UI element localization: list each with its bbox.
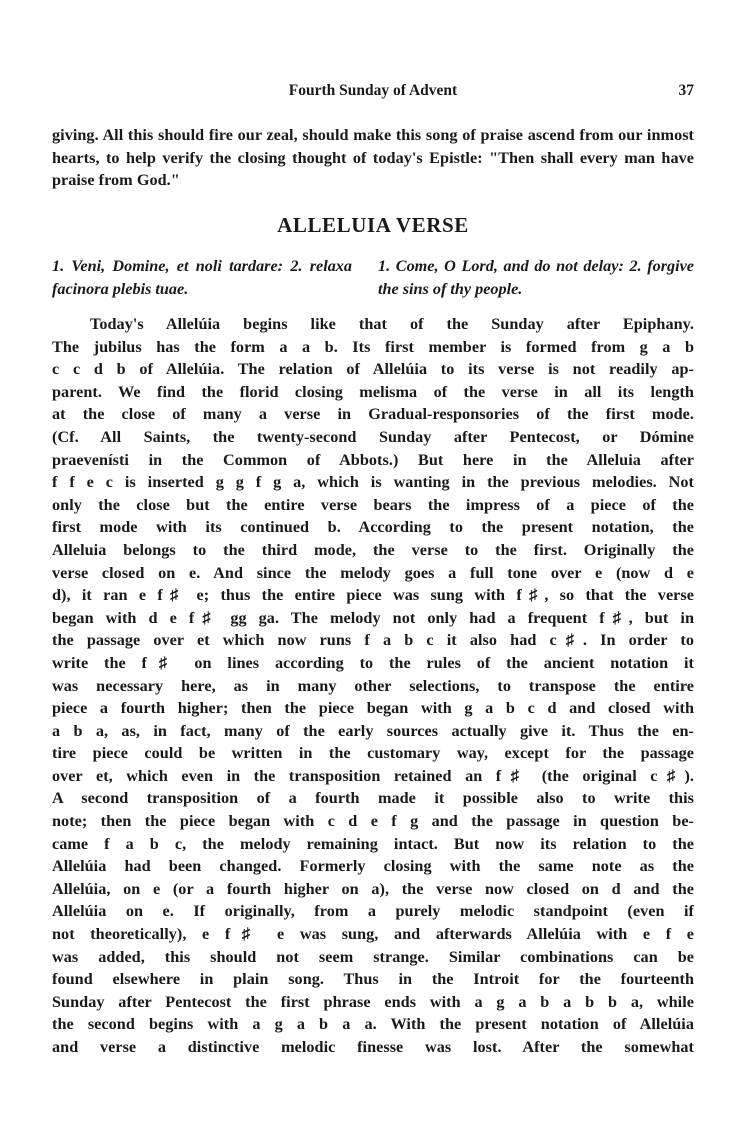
commentary-line: tire piece could be written in the customary way, except for the passage (52, 744, 694, 763)
commentary-line: Alleluia belongs to the third mode, the verse to the first. Originally the (52, 540, 694, 559)
commentary-line: the second begins with a g a b a a. With the present notation of Allelúia (52, 1015, 694, 1034)
running-title: Fourth Sunday of Advent (288, 82, 458, 99)
intro-paragraph: giving. All this should fire our zeal, should make this song of praise ascend from our inmost hearts, to help verify the closing thought of today's Epistle: "Then shall every man have praise from God." (52, 126, 694, 190)
running-head (52, 82, 694, 104)
commentary-line: came f a b c, the melody remaining intact. But now its relation to the (52, 834, 694, 853)
commentary-line: verse closed on e. And since the melody goes a full tone over e (now d e (52, 563, 694, 582)
commentary-line: a b a, as, in fact, many of the early sources actually give it. Thus the en- (52, 721, 694, 740)
commentary-line: not theoretically), e f♯ e was sung, and afterwards Allelúia with e f e (52, 925, 694, 944)
commentary-line: over et, which even in the transposition retained an f♯ (the original c♯). (52, 766, 694, 785)
latin-verse: 1. Veni, Domine, et noli tardare: 2. relaxa facinora plebis tuae. (52, 257, 352, 298)
commentary-line: (Cf. All Saints, the twenty-second Sunday after Pentecost, or Dómine (52, 427, 694, 446)
verse-columns (52, 255, 694, 301)
commentary-line: first mode with its continued b. According to the present notation, the (52, 518, 694, 537)
section-heading: ALLELUIA VERSE (277, 213, 469, 237)
commentary-line: the passage over et which now runs f a b c it also had c♯. In order to (52, 631, 694, 650)
page-number: 37 (678, 82, 694, 99)
commentary-line: c c d b of Allelúia. The relation of Allelúia to its verse is not readily ap- (52, 360, 694, 379)
commentary-line: at the close of many a verse in Gradual-responsories of the first mode. (52, 405, 694, 424)
commentary-line: f f e c is inserted g g f g a, which is wanting in the previous melodies. Not (52, 473, 694, 492)
commentary-line: piece a fourth higher; then the piece began with g a b c d and closed with (52, 699, 694, 718)
commentary-paragraph (52, 313, 694, 1059)
commentary-line: found elsewhere in plain song. Thus in the Introit for the fourteenth (52, 970, 694, 989)
commentary-line: d), it ran e f♯ e; thus the entire piece was sung with f♯, so that the verse (52, 586, 694, 605)
english-verse: 1. Come, O Lord, and do not delay: 2. forgive the sins of thy people. (378, 257, 694, 298)
commentary-line: A second transposition of a fourth made it possible also to write this (52, 789, 694, 808)
commentary-line: parent. We find the florid closing melisma of the verse in all its length (52, 382, 694, 401)
commentary-line: and verse a distinctive melodic finesse was lost. After the somewhat (52, 1038, 694, 1056)
commentary-line: began with d e f♯ gg ga. The melody not only had a frequent f♯, but in (52, 608, 694, 627)
commentary-line: Allelúia on e. If originally, from a purely melodic standpoint (even if (52, 902, 694, 921)
commentary-line: was necessary here, as in many other selections, to transpose the entire (52, 676, 694, 695)
commentary-line: Today's Allelúia begins like that of the Sunday after Epiphany. (90, 315, 694, 333)
commentary-line: write the f♯ on lines according to the rules of the ancient notation it (52, 653, 694, 672)
commentary-line: Allelúia had been changed. Formerly closing with the same note as the (52, 857, 694, 876)
commentary-line: only the close but the entire verse bears the impress of a piece of the (52, 495, 694, 514)
commentary-line: was added, this should not seem strange. Similar combinations can be (52, 947, 694, 966)
commentary-line: Allelúia, on e (or a fourth higher on a), the verse now closed on d and the (52, 879, 694, 898)
commentary-line: Sunday after Pentecost the first phrase ends with a g a b a b b a, while (52, 992, 694, 1011)
commentary-line: The jubilus has the form a a b. Its first member is formed from g a b (52, 337, 694, 356)
commentary-line: praevenísti in the Common of Abbots.) But here in the Alleluia after (52, 450, 694, 469)
commentary-line: note; then the piece began with c d e f g and the passage in question be- (52, 812, 694, 831)
